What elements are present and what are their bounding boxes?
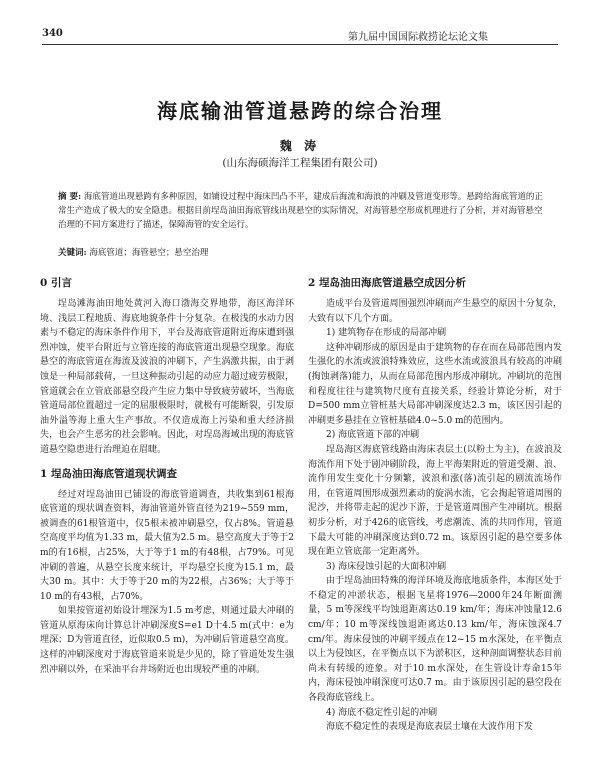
header-rule bbox=[42, 44, 558, 45]
affiliation: (山东海硕海洋工程集团有限公司) bbox=[222, 157, 378, 169]
left-column bbox=[40, 275, 294, 677]
running-header bbox=[42, 28, 558, 42]
paper-title: 海底输油管道悬跨的综合治理 bbox=[157, 99, 443, 123]
paragraph: 如果按管道初始设计埋深为1.5 m考虑，则通过最大冲刷的管道从原海床向计算总计冲刷深度S=e1 D十4.5 m(式中：e为埋深；D为管道直径，近似取0.5 m)，为冲刷后管道悬空高度。这样的冲刷深度对于海底管道来说是少见的，除了管道处发生强烈冲刷以外，在采油平台井场附近也出现较严重的冲刷。 bbox=[40, 606, 294, 675]
paragraph: 埕岛海区海底管线路由海床表层土(以粉土为主)，在波浪及海流作用下处于剧冲刷阶段，海上平海架附近的管道受潮、浪、流作用发生变化十分频繁，波浪和涨(落)流引起的剧流流场作用，在管道周围形成强烈紊动的旋涡水流，它会掏起管道周围的泥沙，并将带走起的泥沙下游，于是管道周围产生冲刷坑。根据初步分析，对于426的底管线，考虑潮流、流的共同作用，管道下最大可能的冲刷深度达到0.72 m。该原因引起的悬空要多体现在距立管底部一定距离外。 bbox=[308, 444, 562, 558]
keywords-label: 关键词: bbox=[58, 248, 87, 258]
keywords bbox=[58, 246, 548, 258]
section-heading-2: 2 埕岛油田海底管道悬空成因分析 bbox=[308, 277, 466, 289]
paragraph: 经过对埕岛油田已铺设的海底管道调查，共收集到61根海底管道的现状调查资料，海油管道外管直径为219~559 mm，被调查的61根管道中，仅5根未被冲刷悬空，仅占8%。管道悬空高度平均值为1.33 m，最大值为2.5 m。悬空高度大于等于2 m的有16根，占25%，大于等于1 m的有48根，占79%。可见冲刷的普遍，从悬空长度来统计，平均悬空长度为15.1 m，最大30 m。其中：大于等于20 m的为22根，占36%；大于等于10 m的有43根，占70%。 bbox=[40, 489, 294, 602]
author: 魏 涛 bbox=[279, 139, 321, 153]
section-heading-0: 0 引言 bbox=[40, 277, 72, 289]
subsection-heading: 4) 海底不稳定性引起的冲刷 bbox=[326, 707, 438, 718]
paragraph: 造成平台及管道周围强烈冲刷而产生悬空的原因十分复杂，大致有以下几个方面。 bbox=[308, 299, 562, 324]
conference-title: 第九届中国国际救捞论坛论文集 bbox=[348, 32, 488, 43]
keywords-text: 海底管道；海管悬空；悬空治理 bbox=[89, 248, 209, 258]
subsection-heading: 3) 海床侵蚀引起的大面积冲刷 bbox=[326, 561, 447, 572]
abstract-text: 海底管道出现悬跨有多种原因，如铺设过程中海床凹凸不平，建成后海流和海浪的冲刷及管道变形等。悬跨给海底管道的正常生产造成了极大的安全隐患。根据目前埕岛油田海底管线出现悬空的实际情况，对海管悬空形成机理进行了分析，并对海管悬空治理的不同方案进行了描述，保障海管的安全运行。 bbox=[58, 192, 543, 230]
paragraph: 海底不稳定性的表现是海底表层土壤在大波作用下发 bbox=[326, 722, 534, 733]
paragraph: 这种冲刷形成的原因是由于建筑物的存在而在局部范围内发生强化的水流或波浪特殊效应，这些水流或波浪具有较高的冲刷(掏蚀剥落)能力，从而在局部范围内形成冲刷坑。冲刷坑的范围和程度往往与建筑物尺度有直接关系，经验计算论分析，对于D=500 mm立管桩基大局部冲刷深度达2.3 m，该区因引起的冲刷更多悬挂在立管桩基础4.0~5.0 m的范围内。 bbox=[308, 342, 562, 426]
abstract bbox=[58, 190, 548, 232]
abstract-label: 摘 要: bbox=[58, 192, 82, 202]
paragraph: 埕岛滩海油田地处黄河入海口渤海交界地带，海区海洋环境、浅层工程地质、海底地貌条件十分复杂。在极浅的水动力因素与不稳定的海床条件作用下，平台及海底管道附近海床遭到强烈冲蚀，使平台附近与立管连接的海底管道出现悬空现象。海底悬空的海底管道在海流及波浪的冲刷下，产生涡激共振，由于剥蚀是一种局部载荷，一旦这种振动引起的动应力超过疲劳极限，管道就会在立管底部悬空段产生应力集中导致疲劳破坏，当海底管道局部位置超过一定的屈服极限时，就极有可能断裂，引发原油外溢等海上重大生产事故。不仅造成海上污染和重大经济损失，也会产生恶劣的社会影响。因此，对埕岛海域出现的海底管道悬空隐患进行治理迫在眉睫。 bbox=[40, 299, 294, 455]
subsection-heading: 2) 海底管道下部的冲刷 bbox=[326, 430, 420, 441]
right-column bbox=[308, 275, 562, 735]
subsection-heading: 1) 建筑物存在形成的局部冲刷 bbox=[326, 328, 447, 339]
paragraph: 由于埕岛油田特殊的海洋环境及海底地质条件，本海区处于不稳定的冲淤状态，根据飞星将1976—2000年24年断面测量，5 m等深线平均蚀退距离达0.19 km/年；海床冲蚀量12.6 cm/年；10 m等深线蚀退距离达0.13 km/年，海床蚀深4.7 cm/年。海床侵蚀的冲刷平缓点在12~15 m水深处，在平衡点以上为侵蚀区，在平衡点以下为淤积区，这种剖面调整状态目前尚未有转缓的迹象。对于10 m水深处，在生管设计寿命15年内，海床侵蚀冲刷深度可达0.7 m。由于该原因引起的悬空段在各段海底管线上。 bbox=[308, 576, 562, 704]
section-heading-1: 1 埕岛油田海底管道现状调查 bbox=[40, 467, 177, 480]
page-number: 340 bbox=[42, 28, 63, 39]
